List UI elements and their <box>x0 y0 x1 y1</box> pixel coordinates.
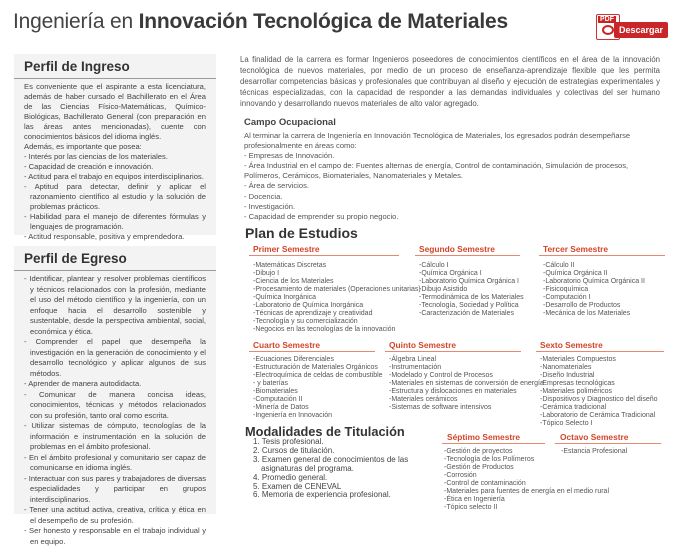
download-link[interactable] <box>596 14 668 40</box>
course: - Química Orgánica II <box>543 270 645 278</box>
divider <box>442 443 545 444</box>
semester-2-title: Segundo Semestre <box>419 244 495 254</box>
list-item: - Ser honesto y responsable en el trabajo individual y en equipo. <box>24 526 206 547</box>
semester-1-title: Primer Semestre <box>253 244 320 254</box>
course: - Estructura y dislocaciones en materiales <box>389 388 544 396</box>
course: - Procesamiento de materiales (Operaciones unitarias) <box>253 286 421 294</box>
divider <box>555 443 661 444</box>
perfil-ingreso-panel <box>14 54 216 241</box>
course: - Desarrollo de Productos <box>543 302 645 310</box>
course: - Tópico Selecto I <box>540 420 658 428</box>
course: - Ética en Ingeniería <box>444 496 609 504</box>
course: - Termodinámica de los Materiales <box>419 294 524 302</box>
semester-6-title: Sexto Semestre <box>540 340 603 350</box>
semester-7-courses <box>444 448 609 512</box>
course: - Ciencia de los Materiales <box>253 278 421 286</box>
list-item: 5. Examen de CENEVAL <box>253 481 342 491</box>
list-item: - Empresas de Innovación. <box>244 151 335 161</box>
campo-ocupacional-lead: Al terminar la carrera de Ingeniería en Innovación Tecnológica de Materiales, los egresados podrán desempeñarse profesionalmente en áreas como: <box>244 131 631 151</box>
course: - Dibujo I <box>253 270 421 278</box>
list-item: - Aprender de manera autodidacta. <box>24 379 206 390</box>
list-item: - Capacidad de creación e innovación. <box>24 162 206 172</box>
download-button[interactable]: Descargar <box>614 22 668 38</box>
list-item: - Tener una actitud activa, creativa, crítica y ética en el desempeño de su profesión. <box>24 505 206 526</box>
semester-8-title: Octavo Semestre <box>560 432 629 442</box>
course: - Laboratorio de Cerámica Tradicional <box>540 412 658 420</box>
course: - Cerámica tradicional <box>540 404 658 412</box>
list-item: 3. Examen general de conocimientos de las asignaturas del programa. <box>253 454 409 473</box>
list-item: - Docencia. <box>244 191 283 201</box>
divider <box>536 351 664 352</box>
semester-6-courses <box>540 356 658 428</box>
perfil-ingreso-title: Perfil de Ingreso <box>14 54 216 79</box>
divider <box>249 351 375 352</box>
plan-estudios-title: Plan de Estudios <box>245 225 358 241</box>
list-item: - Actitud para el trabajo en equipos interdisciplinarios. <box>24 172 206 182</box>
course: - Fisicoquímica <box>543 286 645 294</box>
course: - Electroquímica de celdas de combustible <box>253 372 383 380</box>
semester-1-courses <box>253 262 421 334</box>
divider <box>249 255 399 256</box>
course: - Dispositivos y Diagnostico del diseño <box>540 396 658 404</box>
course: - Materiales cerámicos <box>389 396 544 404</box>
perfil-egreso-panel <box>14 246 216 546</box>
course: - Ecuaciones Diferenciales <box>253 356 383 364</box>
course: - Materiales poliméricos <box>540 388 658 396</box>
divider <box>415 255 520 256</box>
divider <box>385 351 521 352</box>
list-item: - Capacidad de emprender su propio negocio. <box>244 211 399 221</box>
list-item: - Habilidad para el manejo de diferentes fórmulas y lenguajes de programación. <box>24 212 206 232</box>
course: - Computación II <box>253 396 383 404</box>
course: - Caracterización de Materiales <box>419 310 524 318</box>
course: - Materiales en sistemas de conversión de energía <box>389 380 544 388</box>
course: - Estancia Profesional <box>561 448 627 456</box>
career-intro: La finalidad de la carrera es formar Ingenieros poseedores de conocimientos científicos en el área de la innovación tecnológica de nuevos materiales, por medio de un proceso de enseñanza-aprendizaje flexible que les permita desarrollar competencias básicas y profesionales que contribuyan al diseño y ejecución de estrategias experimentales y técnicas especializadas, con la capacidad de responder a las demandas individuales y colectivas del ser humano innovando y desarrollando nuevos materiales de alto valor agregado. <box>240 55 660 108</box>
modalidades-titulacion-title: Modalidades de Titulación <box>245 424 405 439</box>
semester-4-title: Cuarto Semestre <box>253 340 321 350</box>
course: - Química Inorgánica <box>253 294 421 302</box>
list-item: - Área de servicios. <box>244 181 309 191</box>
course: - Control de contaminación <box>444 480 609 488</box>
course: - Gestión de proyectos <box>444 448 609 456</box>
semester-3-title: Tercer Semestre <box>543 244 609 254</box>
list-item: 6. Memoria de experiencia profesional. <box>253 490 391 500</box>
course: - Laboratorio Química Orgánica I <box>419 278 524 286</box>
list-item: - En el ámbito profesional y comunitario ser capaz de comunicarse en idioma inglés. <box>24 453 206 474</box>
course: - Instrumentación <box>389 364 544 372</box>
course: - Mecánica de los Materiales <box>543 310 645 318</box>
list-item: - Identificar, plantear y resolver problemas científicos y técnicos relacionados con la profesión, mediante el uso del método científico y la ingeniería, con un enfoque hacia el desarrollo sostenible y sustentable, desde la perspectiva ambiental, social, económica y ética. <box>24 274 206 337</box>
perfil-ingreso-paragraph: Es conveniente que el aspirante a esta licenciatura, además de haber cursado el Bachillerato en el Área de las Ciencias Físico-Matemáticas, Químico-Biológicas, Bachillerato General (con preparación en las áreas antes mencionadas), cuente con conocimientos básicos del idioma inglés. <box>24 82 206 141</box>
course: - Materiales Compuestos <box>540 356 658 364</box>
semester-5-title: Quinto Semestre <box>389 340 457 350</box>
course: - Diseño Industrial <box>540 372 658 380</box>
course: - Tecnología de los Polímeros <box>444 456 609 464</box>
list-item: - Actitud responsable, positiva y emprendedora. <box>24 232 206 242</box>
course: - Química Orgánica I <box>419 270 524 278</box>
course: - Estructuración de Materiales Orgánicos <box>253 364 383 372</box>
semester-3-courses <box>543 262 645 318</box>
course: - Laboratorio de Química Inorgánica <box>253 302 421 310</box>
course: - Cálculo II <box>543 262 645 270</box>
list-item: 2. Cursos de titulación. <box>253 445 335 455</box>
course: - Tópico selecto II <box>444 504 609 512</box>
course: - Tecnología y su comercialización <box>253 318 421 326</box>
course: - Álgebra Lineal <box>389 356 544 364</box>
course: - Minería de Datos <box>253 404 383 412</box>
course: - Cálculo I <box>419 262 524 270</box>
list-item: - Comunicar de manera concisa ideas, conocimientos, técnicas y métodos relacionados con su profesión, tanto oral como escrita. <box>24 390 206 422</box>
list-item: - Interés por las ciencias de los materiales. <box>24 152 206 162</box>
semester-5-courses <box>389 356 544 412</box>
list-item: 4. Promedio general. <box>253 472 328 482</box>
course: - Laboratorio Química Orgánica II <box>543 278 645 286</box>
course: - Técnicas de aprendizaje y creatividad <box>253 310 421 318</box>
campo-ocupacional <box>244 131 660 222</box>
course: - Nanomateriales <box>540 364 658 372</box>
list-item: 1. Tesis profesional. <box>253 437 324 446</box>
list-item: - Interactuar con sus pares y trabajadores de diversas especialidades y participar en grupos interdisciplinarios. <box>24 474 206 506</box>
page-title: Ingeniería en Innovación Tecnológica de Materiales <box>13 10 508 33</box>
course: - Corrosión <box>444 472 609 480</box>
pdf-icon[interactable]: PDF <box>596 14 620 40</box>
semester-7-title: Séptimo Semestre <box>447 432 521 442</box>
divider <box>539 255 665 256</box>
course: - Ingeniería en Innovación <box>253 412 383 420</box>
course: - Dibujo Asistido <box>419 286 524 294</box>
course: - Matemáticas Discretas <box>253 262 421 270</box>
list-item: - Utilizar sistemas de cómputo, tecnologías de la información e instrumentación en la solución de problemas en el ámbito profesional. <box>24 421 206 453</box>
list-item: - Investigación. <box>244 201 296 211</box>
course: - Biomateriales <box>253 388 383 396</box>
perfil-ingreso-lead: Además, es importante que posea: <box>24 142 142 151</box>
list-item: - Aptitud para detectar, definir y aplicar el razonamiento científico al estudio y la solución de problemas prácticos. <box>24 182 206 212</box>
semester-8-courses <box>561 448 627 456</box>
course: - Modelado y Control de Procesos <box>389 372 544 380</box>
course: - Materiales para fuentes de energía en el medio rural <box>444 488 609 496</box>
course: - Empresas tecnológicas <box>540 380 658 388</box>
modalidades-list <box>253 438 428 500</box>
perfil-egreso-title: Perfil de Egreso <box>14 246 216 271</box>
course: - Negocios en las tecnologías de la innovación <box>253 326 421 334</box>
course: - y baterías <box>253 380 383 388</box>
list-item: Polímeros, Cerámicos, Biomateriales, Nanomateriales y Metales. <box>244 171 464 181</box>
campo-ocupacional-title: Campo Ocupacional <box>244 117 336 128</box>
semester-2-courses <box>419 262 524 318</box>
course: - Sistemas de software intensivos <box>389 404 544 412</box>
course: - Gestión de Productos <box>444 464 609 472</box>
list-item: - Área Industrial en el campo de: Fuentes alternas de energía, Control de contaminación, Simulación de procesos, <box>244 161 629 171</box>
course: - Tecnología, Sociedad y Política <box>419 302 524 310</box>
course: - Computación I <box>543 294 645 302</box>
list-item: - Comprender el papel que desempeña la investigación en la generación de conocimiento y el desarrollo tecnológico y aplicar algunos de sus métodos. <box>24 337 206 379</box>
semester-4-courses <box>253 356 383 420</box>
